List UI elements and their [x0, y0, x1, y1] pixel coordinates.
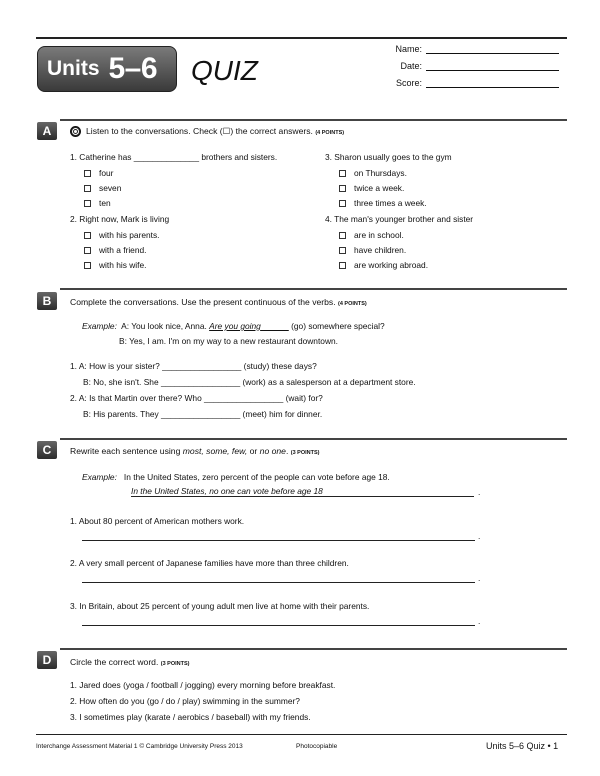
units-badge [37, 46, 177, 92]
question-a4: 4. The man's younger brother and sister [325, 214, 474, 224]
option-a2-2[interactable]: with a friend. [84, 245, 146, 255]
units-word: Units [47, 57, 100, 80]
section-c-badge: C [37, 441, 57, 459]
option-a4-1[interactable]: are in school. [339, 230, 404, 240]
checkbox[interactable] [339, 262, 346, 269]
section-c-instruction: Rewrite each sentence using most, some, few, or no one. (3 POINTS) [70, 446, 320, 456]
answer-line-c3[interactable] [82, 625, 475, 626]
units-range: 5–6 [108, 52, 158, 85]
section-d-badge: D [37, 651, 57, 669]
question-a2: 2. Right now, Mark is living [70, 214, 170, 224]
checkbox[interactable] [84, 247, 91, 254]
score-label: Score: [395, 78, 422, 88]
date-line[interactable] [426, 62, 559, 71]
item-c1: 1. About 80 percent of American mothers work. [70, 516, 245, 526]
audio-cd-icon [70, 126, 81, 137]
example-c-answer: In the United States, no one can vote before age 18 [131, 486, 323, 496]
checkbox[interactable] [84, 262, 91, 269]
section-d-instruction: Circle the correct word. (3 POINTS) [70, 657, 190, 667]
item-b1-a[interactable]: 1. A: How is your sister? _________________ (study) these days? [70, 361, 317, 371]
section-b-instruction: Complete the conversations. Use the present continuous of the verbs. (4 POINTS) [70, 297, 367, 307]
example-c-text: Example: In the United States, zero percent of the people can vote before age 18. [82, 472, 390, 482]
option-a3-2[interactable]: twice a week. [339, 183, 404, 193]
quiz-title: QUIZ [191, 55, 258, 86]
footer-page: Units 5–6 Quiz • 1 [486, 741, 559, 751]
option-a1-3[interactable]: ten [84, 198, 111, 208]
example-c-line [131, 496, 474, 497]
checkbox[interactable] [84, 232, 91, 239]
checkbox[interactable] [339, 200, 346, 207]
example-b-b: B: Yes, I am. I'm on my way to a new restaurant downtown. [119, 336, 338, 346]
answer-line-c1[interactable] [82, 540, 475, 541]
example-answer: Are you going [209, 321, 261, 331]
question-a1: 1. Catherine has ______________ brothers and sisters. [70, 152, 278, 162]
checkbox[interactable] [339, 170, 346, 177]
item-b2-a[interactable]: 2. A: Is that Martin over there? Who _________________ (wait) for? [70, 393, 323, 403]
section-a-instruction: Listen to the conversations. Check (☐) the correct answers. (4 POINTS) [70, 126, 344, 137]
section-a-rule [60, 119, 567, 121]
item-d2[interactable]: 2. How often do you (go / do / play) swimming in the summer? [70, 696, 300, 706]
example-b-a: Example: A: You look nice, Anna. Are you going (go) somewhere special? [82, 321, 385, 331]
option-a4-2[interactable]: have children. [339, 245, 406, 255]
item-d3[interactable]: 3. I sometimes play (karate / aerobics / baseball) with my friends. [70, 712, 311, 722]
option-a1-1[interactable]: four [84, 168, 113, 178]
footer-rule [36, 734, 567, 735]
score-field[interactable] [378, 78, 559, 88]
checkbox[interactable] [84, 200, 91, 207]
date-field[interactable] [378, 61, 559, 71]
score-line[interactable] [426, 79, 559, 88]
footer-photocopiable: Photocopiable [296, 743, 338, 750]
checkbox[interactable] [339, 247, 346, 254]
option-a4-3[interactable]: are working abroad. [339, 260, 428, 270]
section-b-badge: B [37, 292, 57, 310]
section-c-rule [60, 438, 567, 440]
checkbox[interactable] [339, 232, 346, 239]
section-a-badge: A [37, 122, 57, 140]
section-d-rule [60, 648, 567, 650]
option-a1-2[interactable]: seven [84, 183, 121, 193]
checkbox[interactable] [84, 170, 91, 177]
name-label: Name: [395, 44, 422, 54]
option-a3-3[interactable]: three times a week. [339, 198, 427, 208]
option-a2-3[interactable]: with his wife. [84, 260, 146, 270]
option-a2-1[interactable]: with his parents. [84, 230, 160, 240]
top-rule [36, 37, 567, 39]
name-field[interactable] [378, 44, 559, 54]
section-b-rule [60, 288, 567, 290]
checkbox[interactable] [339, 185, 346, 192]
name-line[interactable] [426, 45, 559, 54]
footer-copyright: Interchange Assessment Material 1 © Cambridge University Press 2013 [36, 743, 243, 750]
item-c2: 2. A very small percent of Japanese families have more than three children. [70, 558, 349, 568]
item-b2-b[interactable]: B: His parents. They _________________ (meet) him for dinner. [83, 409, 323, 419]
option-a3-1[interactable]: on Thursdays. [339, 168, 407, 178]
item-d1[interactable]: 1. Jared does (yoga / football / jogging) every morning before breakfast. [70, 680, 336, 690]
item-b1-b[interactable]: B: No, she isn't. She _________________ (work) as a salesperson at a department store. [83, 377, 416, 387]
question-a3: 3. Sharon usually goes to the gym [325, 152, 452, 162]
checkbox[interactable] [84, 185, 91, 192]
date-label: Date: [400, 61, 422, 71]
item-c3: 3. In Britain, about 25 percent of young adult men live at home with their parents. [70, 601, 370, 611]
answer-line-c2[interactable] [82, 582, 475, 583]
